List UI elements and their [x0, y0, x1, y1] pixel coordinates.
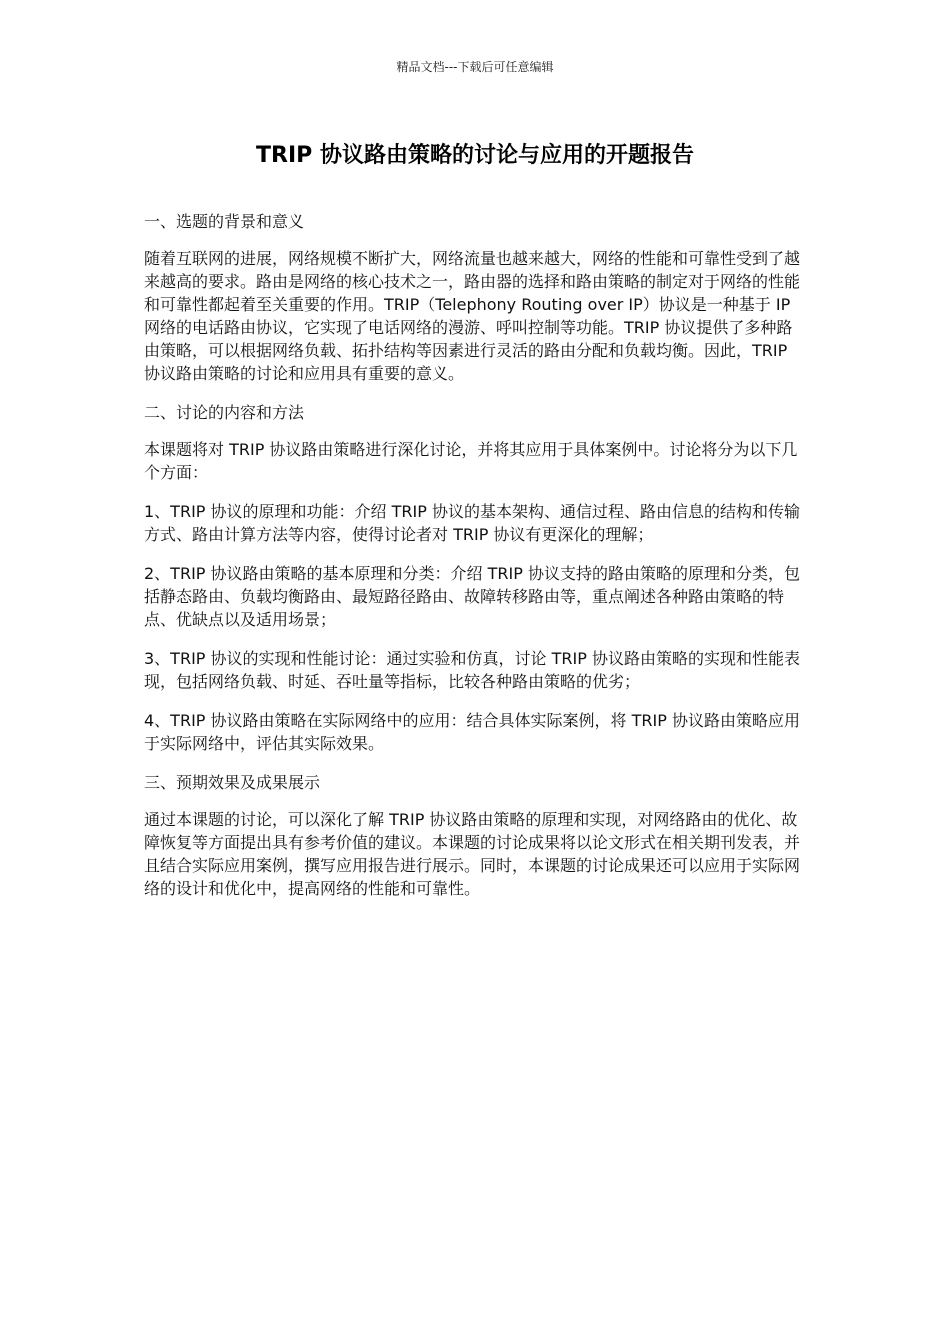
- document-title: TRIP 协议路由策略的讨论与应用的开题报告: [256, 143, 694, 168]
- paragraph-item-4: 4、TRIP 协议路由策略在实际网络中的应用：结合具体实际案例，将 TRIP 协议路由策略应用于实际网络中，评估其实际效果。: [144, 711, 800, 753]
- section-heading-content-method: 二、讨论的内容和方法: [144, 403, 305, 422]
- paragraph-content-intro: 本课题将对 TRIP 协议路由策略进行深化讨论，并将其应用于具体案例中。讨论将分为以下几个方面：: [144, 440, 798, 482]
- document-body: [144, 210, 808, 916]
- paragraph-item-3: 3、TRIP 协议的实现和性能讨论：通过实验和仿真，讨论 TRIP 协议路由策略的实现和性能表现，包括网络负载、时延、吞吐量等指标，比较各种路由策略的优劣；: [144, 649, 800, 691]
- section-heading-background: 一、选题的背景和意义: [144, 212, 305, 231]
- paragraph-item-2: 2、TRIP 协议路由策略的基本原理和分类：介绍 TRIP 协议支持的路由策略的原理和分类，包括静态路由、负载均衡路由、最短路径路由、故障转移路由等，重点阐述各种路由策略的特点、优缺点以及适用场景；: [144, 564, 800, 629]
- paragraph-item-1: 1、TRIP 协议的原理和功能：介绍 TRIP 协议的基本架构、通信过程、路由信息的结构和传输方式、路由计算方法等内容，使得讨论者对 TRIP 协议有更深化的理解；: [144, 502, 800, 544]
- section-heading-expected-results: 三、预期效果及成果展示: [144, 773, 321, 792]
- paragraph-background: 随着互联网的进展，网络规模不断扩大，网络流量也越来越大，网络的性能和可靠性受到了越来越高的要求。路由是网络的核心技术之一，路由器的选择和路由策略的制定对于网络的性能和可靠性都起着至关重要的作用。TRIP（Telephony Routing over IP）协议是一种基于 IP 网络的电话路由协议，它实现了电话网络的漫游、呼叫控制等功能。TRIP 协议提供了多种路由策略，可以根据网络负载、拓扑结构等因素进行灵活的路由分配和负载均衡。因此，TRIP 协议路由策略的讨论和应用具有重要的意义。: [144, 249, 801, 383]
- paragraph-expected-results: 通过本课题的讨论，可以深化了解 TRIP 协议路由策略的原理和实现，对网络路由的优化、故障恢复等方面提出具有参考价值的建议。本课题的讨论成果将以论文形式在相关期刊发表，并且结合实际应用案例，撰写应用报告进行展示。同时，本课题的讨论成果还可以应用于实际网络的设计和优化中，提高网络的性能和可靠性。: [144, 810, 801, 898]
- header-note: 精品文档---下载后可任意编辑: [396, 60, 554, 74]
